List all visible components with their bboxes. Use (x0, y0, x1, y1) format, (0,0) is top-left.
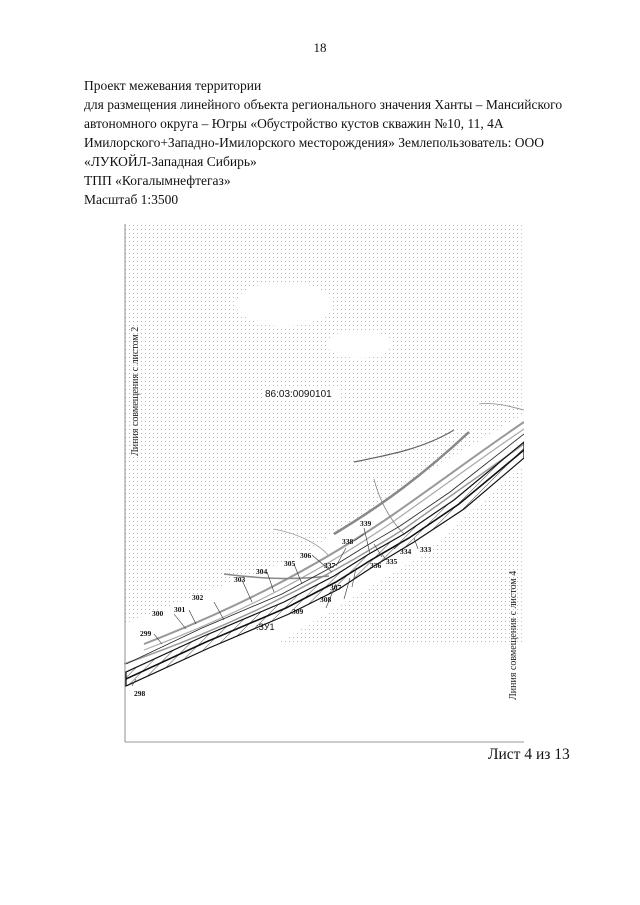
right-sheet-junction-label: Линия совмещения с листом 4 (508, 570, 519, 700)
point-label: 304 (256, 567, 268, 576)
point-label: 309 (292, 607, 304, 616)
empty-lower-area (124, 694, 524, 744)
sheet-counter: Лист 4 из 13 (488, 746, 570, 763)
point-label: 339 (360, 519, 372, 528)
point-label: 301 (174, 605, 186, 614)
point-label: 299 (140, 629, 152, 638)
point-label: 302 (192, 593, 204, 602)
point-label: 303 (234, 575, 246, 584)
clearing (236, 282, 332, 326)
point-label: 306 (300, 551, 312, 560)
left-sheet-junction-label: Линия совмещения с листом 2 (130, 326, 141, 456)
parcel-number: 86:03:0090101 (265, 389, 332, 400)
point-label: 308 (320, 595, 332, 604)
heading-line: для размещения линейного объекта регионального значения Ханты – Мансийского (84, 97, 563, 112)
document-heading (84, 76, 584, 209)
zone-label: :ЗУ1 (256, 622, 275, 632)
point-label: 336 (370, 561, 382, 570)
point-label: 300 (152, 609, 164, 618)
point-label: 338 (342, 537, 354, 546)
heading-line: Имилорского+Западно-Имилорского месторождения» Землепользователь: ООО (84, 135, 544, 150)
survey-map (124, 224, 524, 744)
heading-line: ТПП «Когалымнефтегаз» (84, 173, 231, 188)
point-label: 333 (420, 545, 432, 554)
point-label: 335 (386, 557, 398, 566)
point-label: 334 (400, 547, 412, 556)
clearing (327, 330, 391, 358)
heading-line: «ЛУКОЙЛ-Западная Сибирь» (84, 154, 257, 169)
point-label: 307 (330, 583, 342, 592)
heading-line: Проект межевания территории (84, 78, 262, 93)
point-label: 305 (284, 559, 296, 568)
point-label: 337 (324, 561, 336, 570)
scale-label: Масштаб 1:3500 (84, 192, 179, 207)
page-number: 18 (313, 40, 327, 55)
heading-line: автономного округа – Югры «Обустройство кустов скважин №10, 11, 4А (84, 116, 504, 131)
point-label: 298 (134, 689, 146, 698)
